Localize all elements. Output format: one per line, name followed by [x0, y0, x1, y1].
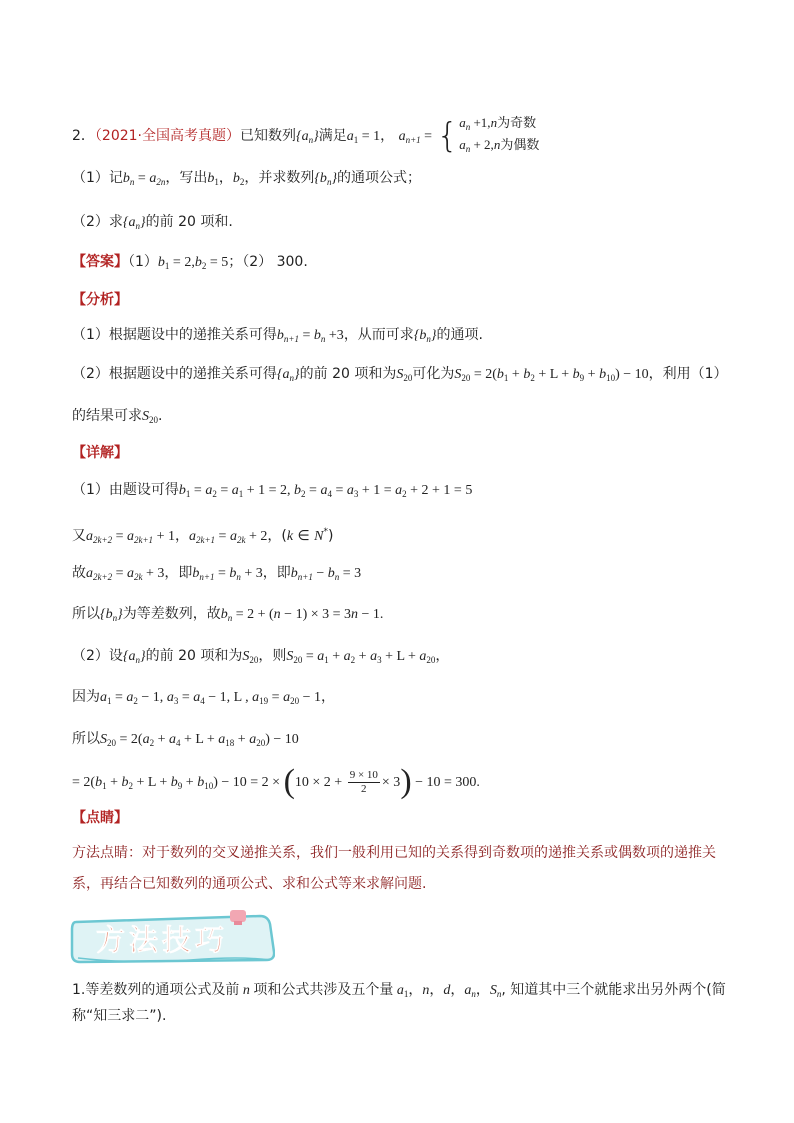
detail-line-3: 故$a_{2k+2} = a_{2k} + 3$，即$b_{n+1} = b_n + 3$，即$b_{n+1} - b_n = 3$ — [72, 565, 362, 582]
analysis-label: 【分析】 — [72, 292, 128, 308]
tips-line-2: 系，再结合已知数列的通项公式、求和公式等来求解问题. — [72, 876, 427, 892]
detail-line-4: 所以$\{b_n\}$为等差数列，故$b_n = 2 + (n - 1) \times 3 = 3n - 1$. — [72, 606, 384, 623]
question-number: 2． — [72, 128, 95, 144]
analysis-line-1: （1）根据题设中的递推关系可得$b_{n+1} = b_n +3$，从而可求$\{b_n\}$的通项. — [72, 327, 483, 344]
method-line-2: 称“知三求二”). — [72, 1008, 167, 1024]
detail-line-8: = $2(b_1 + b_2 + L + b_9 + b_{10}) - 10 = 2 \times (10 \times 2$ + $\frac{9 \times 10}{2}$ × 3) − 10 = 300. — [72, 763, 480, 800]
detail-line-7: 所以$S_{20} = 2(a_2 + a_4 + L + a_{18} + a_{20}) - 10$ — [72, 731, 299, 748]
tips-label: 【点睛】 — [72, 810, 128, 826]
q-text: ， — [380, 128, 395, 144]
analysis-line-3: 的结果可求$S_{20}$. — [72, 408, 163, 425]
detail-line-5: （2）设$\{a_n\}$的前 20 项和为$S_{20}$，则$S_{20} = a_1 + a_2 + a_3 + L + a_{20}$， — [72, 648, 450, 665]
q-text: 满足 — [318, 128, 347, 144]
question-line: 2．（2021·全国高考真题）已知数列$\{a_n\}$满足$a_1 = 1$， $a_{n+1}$ = { $a_n +1,n$为奇数 $a_n + 2,n$为偶数 — [72, 115, 540, 156]
method-line-1: 1.等差数列的通项公式及前 n 项和公式共涉及五个量 $a_1$，n，d，$a_n$，$S_n$, 知道其中三个就能求出另外两个(简 — [72, 982, 726, 999]
part-1: （1）记$b_n = a_{2n}$，写出$b_1$，$b_2$，并求数列$\{b_n\}$的通项公式； — [72, 170, 422, 187]
part-2: （2）求$\{a_n\}$的前 20 项和. — [72, 214, 233, 231]
piecewise-cases: $a_n +1,n$为奇数 $a_n + 2,n$为偶数 — [459, 115, 540, 154]
detail-line-6: 因为$a_1 = a_2 - 1$, $a_3 = a_4 - 1$, L , $a_{19} = a_{20} - 1$， — [72, 689, 335, 706]
detail-line-2: 又$a_{2k+2} = a_{2k+1} + 1$，$a_{2k+1} = a_{2k} + 2$，(k ∈ N*) — [72, 527, 334, 545]
q-text: 已知数列 — [240, 128, 297, 144]
left-brace: { — [436, 116, 459, 156]
detail-label: 【详解】 — [72, 445, 128, 461]
pin-icon — [230, 910, 246, 922]
analysis-line-2: （2）根据题设中的递推关系可得$\{a_n\}$的前 20 项和为$S_{20}$可化为$S_{20} = 2(b_1 + b_2 + L + b_9 + b_{10}) - 10$，利用（1） — [72, 366, 728, 383]
method-tips-banner — [70, 908, 275, 966]
question-source: （2021·全国高考真题） — [94, 128, 241, 144]
banner-title: 方法技巧 — [96, 923, 229, 957]
answer-line: 【答案】$(1)b_1 = 2,b_2 = 5$；（2） 300. — [72, 254, 308, 271]
tips-line-1: 方法点睛：对于数列的交叉递推关系，我们一般利用已知的关系得到奇数项的递推关系或偶数项的递推关 — [72, 845, 716, 861]
detail-line-1: （1）由题设可得$b_1 = a_2 = a_1 + 1 = 2$, $b_2 = a_4 = a_3 + 1 = a_2 + 2 + 1 = 5$ — [72, 482, 473, 499]
fraction: $\frac{9 \times 10}{2}$ — [349, 768, 378, 795]
answer-label: 【答案】 — [72, 254, 128, 270]
